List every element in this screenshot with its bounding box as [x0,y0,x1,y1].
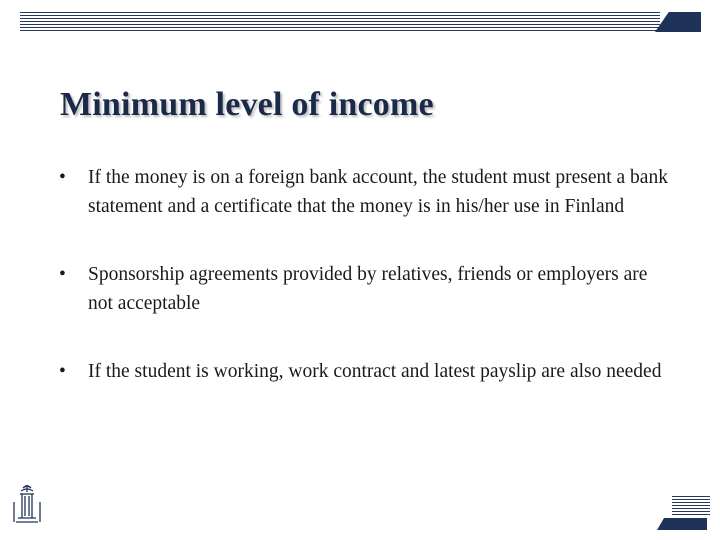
bullet-dot: • [59,264,66,285]
bullet-item [56,163,676,221]
university-crest-icon [12,482,42,526]
header-accent-block [655,12,701,32]
header-stripes [20,12,660,32]
footer-accent-block [657,518,707,530]
bullet-dot: • [59,361,66,382]
bullet-text: Sponsorship agreements provided by relatives, friends or employers are not acceptable [88,264,648,314]
bullet-text: If the student is working, work contract and latest payslip are also needed [88,361,662,382]
footer-stripes [672,496,710,516]
bullet-dot: • [59,167,66,188]
slide-title: Minimum level of income [60,86,434,123]
bullet-list [56,163,676,425]
bullet-item [56,357,676,386]
bullet-text: If the money is on a foreign bank account, the student must present a bank statement and a certificate that the money is in his/her use in Finland [88,167,668,217]
bullet-item [56,260,676,318]
